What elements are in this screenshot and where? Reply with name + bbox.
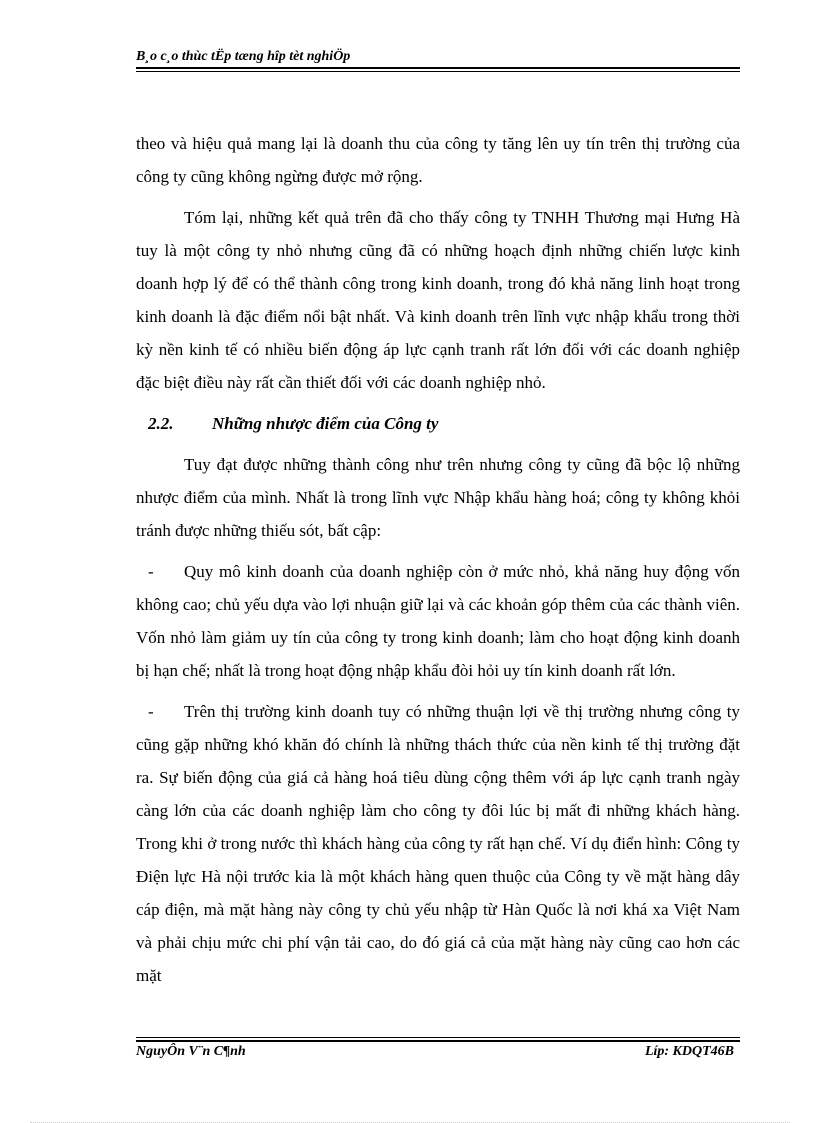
bullet-item bbox=[136, 555, 740, 687]
bullet-text: Trên thị trường kinh doanh tuy có những thuận lợi về thị trường nhưng công ty cũng gặp những khó khăn đó chính là những thách thức của nền kinh tế thị trường đặt ra. Sự biến động của giá cả hàng hoá tiêu dùng cộng thêm với áp lực cạnh tranh ngày càng lớn của các doanh nghiệp làm cho công ty đôi lúc bị mất đi những khách hàng. Trong khi ở trong nước thì khách hàng của công ty rất hạn chế. Ví dụ điển hình: Công ty Điện lực Hà nội trước kia là một khách hàng quen thuộc của Công ty về mặt hàng dây cáp điện, mà mặt hàng này công ty chủ yếu nhập từ Hàn Quốc là nơi khá xa Việt Nam và phải chịu mức chi phí vận tải cao, do đó giá cả của mặt hàng này cũng cao hơn các mặt bbox=[136, 702, 740, 985]
section-number: 2.2. bbox=[148, 414, 174, 433]
footer-rule-thin bbox=[136, 1037, 740, 1038]
header-rule-thin bbox=[136, 71, 740, 72]
document-body bbox=[136, 127, 740, 1000]
bullet-dash: - bbox=[148, 562, 154, 581]
paragraph-summary: Tóm lại, những kết quả trên đã cho thấy công ty TNHH Thương mại Hưng Hà tuy là một công ty nhỏ nhưng cũng đã có những hoạch định những chiến lược kinh doanh hợp lý để có thể thành công trong kinh doanh, trong đó khả năng linh hoạt trong kinh doanh là đặc điểm nổi bật nhất. Và kinh doanh trên lĩnh vực nhập khẩu trong thời kỳ nền kinh tế có nhiều biến động áp lực cạnh tranh rất lớn đối với các doanh nghiệp đặc biệt điều này rất cần thiết đối với các doanh nghiệp nhỏ. bbox=[136, 208, 740, 392]
paragraph-continuation: theo và hiệu quả mang lại là doanh thu của công ty tăng lên uy tín trên thị trường của công ty cũng không ngừng được mở rộng. bbox=[136, 134, 740, 186]
bullet-dash: - bbox=[148, 702, 154, 721]
bullet-text: Quy mô kinh doanh của doanh nghiệp còn ở mức nhỏ, khả năng huy động vốn không cao; chủ yếu dựa vào lợi nhuận giữ lại và các khoản góp thêm của các thành viên. Vốn nhỏ làm giảm uy tín của công ty trong kinh doanh; làm cho hoạt động kinh doanh bị hạn chế; nhất là trong hoạt động nhập khẩu đòi hỏi uy tín kinh doanh rất lớn. bbox=[136, 562, 740, 680]
section-heading bbox=[148, 407, 740, 440]
paragraph-intro: Tuy đạt được những thành công như trên nhưng công ty cũng đã bộc lộ những nhược điểm của mình. Nhất là trong lĩnh vực Nhập khẩu hàng hoá; công ty không khỏi tránh được những thiếu sót, bất cập: bbox=[136, 455, 740, 540]
section-title: Những nhược điểm của Công ty bbox=[212, 414, 439, 433]
bullet-item bbox=[136, 695, 740, 992]
footer-class: Líp: KDQT46B bbox=[644, 1044, 734, 1059]
page-header-title: B¸o c¸o thùc tËp tæng hîp tèt nghiÖp bbox=[136, 49, 351, 64]
footer-author: NguyÔn V¨n C¶nh bbox=[136, 1044, 246, 1059]
header-rule bbox=[136, 67, 740, 69]
footer-rule bbox=[136, 1040, 740, 1042]
